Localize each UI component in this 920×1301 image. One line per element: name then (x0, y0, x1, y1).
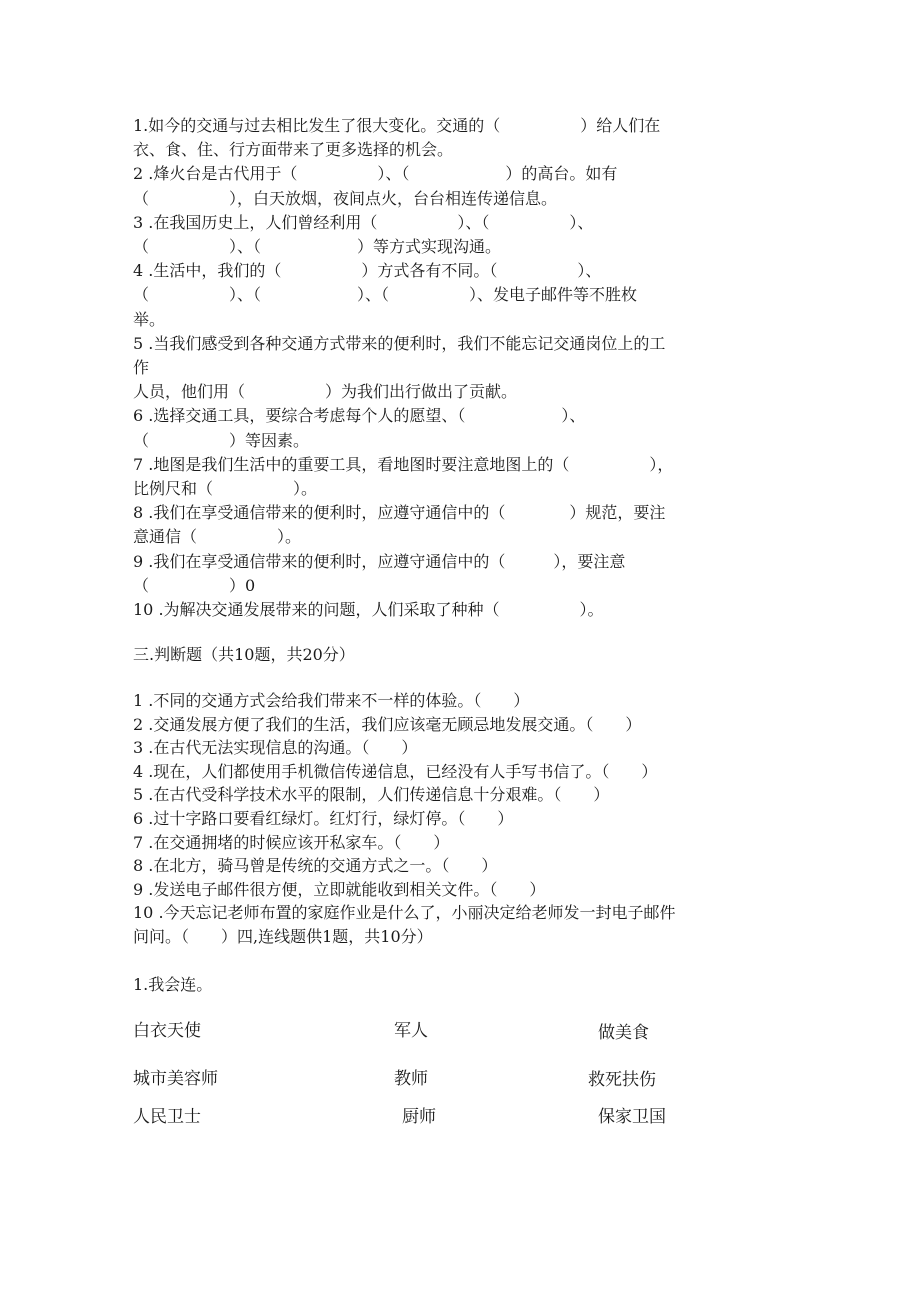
fill-question-line: 意通信（ ）。 (133, 527, 302, 547)
fill-question-line: 2 .烽火台是古代用于（ ）、（ ）的高台。如有 (133, 164, 618, 184)
match-middle-item: 教师 (394, 1069, 428, 1089)
judge-question-line: 2 .交通发展方便了我们的生活，我们应该毫无顾忌地发展交通。（ ） (133, 714, 642, 734)
fill-question-line: （ ）、（ ）、（ ）、发电子邮件等不胜枚 (133, 285, 638, 305)
fill-question-line: （ ），白天放烟，夜间点火，台台相连传递信息。 (133, 188, 558, 208)
judge-question-line: 7 .在交通拥堵的时候应该开私家车。（ ） (133, 832, 450, 852)
judge-heading: 三.判断题（共10题，共20分） (133, 645, 355, 664)
match-left-item: 白衣天使 (133, 1021, 201, 1041)
fill-question-line: 人员，他们用（ ）为我们出行做出了贡献。 (133, 382, 518, 402)
match-right-item: 做美食 (598, 1023, 649, 1043)
match-question: 1.我会连。 (133, 975, 213, 994)
match-middle-item: 军人 (394, 1021, 428, 1041)
fill-question-line: （ ）、（ ）等方式实现沟通。 (133, 237, 502, 256)
fill-question-line: 衣、食、住、行方面带来了更多选择的机会。 (133, 140, 454, 160)
match-left-item: 人民卫士 (133, 1107, 201, 1127)
fill-question-line: 6 .选择交通工具，要综合考虑每个人的愿望、（ ）、 (133, 406, 586, 426)
judge-question-line: 1 .不同的交通方式会给我们带来不一样的体验。（ ） (133, 691, 530, 710)
judge-question-line: 4 .现在，人们都使用手机微信传递信息，已经没有人手写书信了。（ ） (133, 761, 658, 781)
fill-question-line: 9 .我们在享受通信带来的便利时，应遵守通信中的（ ），要注意 (133, 551, 626, 571)
fill-question-line: （ ）等因素。 (133, 430, 310, 450)
judge-question-line: 9 .发送电子邮件很方便，立即就能收到相关文件。（ ） (133, 879, 546, 899)
fill-question-line: 举。 (133, 309, 166, 329)
judge-question-line: 3 .在古代无法实现信息的沟通。（ ） (133, 738, 418, 758)
fill-question-line: 10 .为解决交通发展带来的问题，人们采取了种种（ ）。 (133, 600, 604, 619)
fill-question-line: 5 .当我们感受到各种交通方式带来的便利时，我们不能忘记交通岗位上的工 (133, 333, 666, 353)
fill-question-line: 7 .地图是我们生活中的重要工具，看地图时要注意地图上的（ ）， (133, 454, 674, 474)
fill-question-line: 8 .我们在享受通信带来的便利时，应遵守通信中的（ ）规范，要注 (133, 503, 666, 523)
fill-question-line: 比例尺和（ ）。 (133, 479, 318, 498)
fill-question-line: 1.如今的交通与过去相比发生了很大变化。交通的（ ）给人们在 (133, 116, 661, 135)
fill-question-line: （ ）0 (133, 575, 256, 595)
match-right-item: 救死扶伤 (588, 1070, 656, 1090)
judge-question-line: 8 .在北方，骑马曾是传统的交通方式之一。（ ） (133, 856, 498, 876)
judge-question-line: 10 .今天忘记老师布置的家庭作业是什么了，小丽决定给老师发一封电子邮件 (133, 903, 676, 923)
judge-question-line: 问问。（ ）四,连线题供1题，共10分） (133, 927, 433, 946)
fill-question-line: 作 (133, 358, 150, 377)
judge-question-line: 6 .过十字路口要看红绿灯。红灯行，绿灯停。（ ） (133, 809, 514, 828)
match-middle-item: 厨师 (402, 1107, 436, 1127)
fill-question-line: 3 .在我国历史上，人们曾经利用（ ）、（ ）、 (133, 212, 594, 232)
judge-question-line: 5 .在古代受科学技术水平的限制，人们传递信息十分艰难。（ ） (133, 785, 610, 805)
fill-question-line: 4 .生活中，我们的（ ）方式各有不同。（ ）、 (133, 261, 602, 281)
match-right-item: 保家卫国 (598, 1107, 666, 1127)
match-left-item: 城市美容师 (133, 1069, 218, 1089)
